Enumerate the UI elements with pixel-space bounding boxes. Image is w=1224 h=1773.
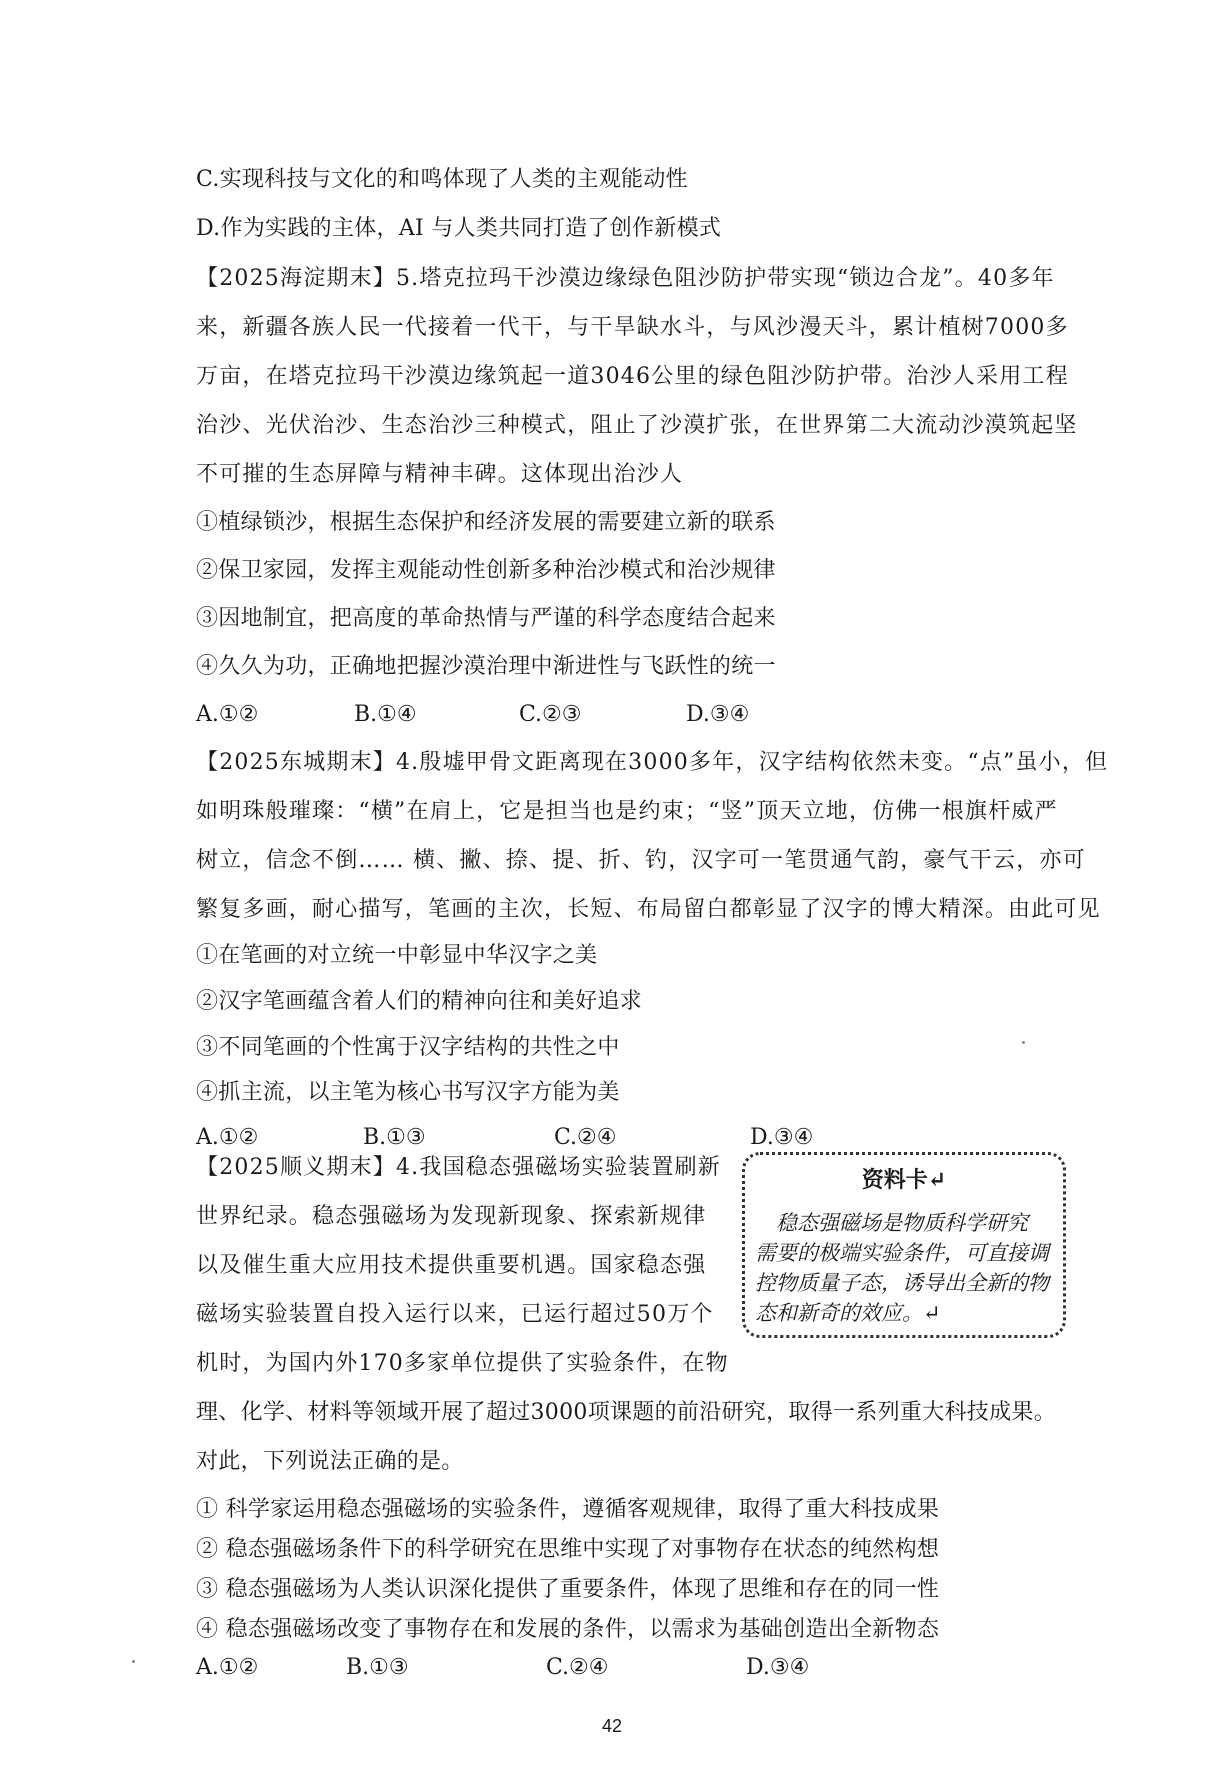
scan-speck xyxy=(132,1660,135,1663)
q4s-stem-line: 机时，为国内外170多家单位提供了实验条件，在物 xyxy=(196,1351,729,1376)
q4s-choice-b: B.①③ xyxy=(346,1655,409,1680)
q5-choice-b: B.①④ xyxy=(354,702,417,727)
q4s-statement: ③ 稳态强磁场为人类认识深化提供了重要条件，体现了思维和存在的同一性 xyxy=(196,1577,940,1602)
q4s-stem-full-line: 理、化学、材料等领域开展了超过3000项课题的前沿研究，取得一系列重大科技成果。 xyxy=(196,1400,1056,1425)
q5-stem-line: 来，新疆各族人民一代接着一代干，与干旱缺水斗，与风沙漫天斗，累计植树7000多 xyxy=(196,315,1069,340)
q4d-choice-b: B.①③ xyxy=(363,1125,426,1150)
q5-statement: ④久久为功，正确地把握沙漠治理中渐进性与飞跃性的统一 xyxy=(196,654,776,679)
q4d-stem-line: 如明珠般璀璨：“横”在肩上，它是担当也是约束；“竖”顶天立地，仿佛一根旗杆威严 xyxy=(196,799,1058,824)
q4d-choice-c: C.②④ xyxy=(554,1125,617,1150)
q5-choice-d: D.③④ xyxy=(686,702,750,727)
q4s-choice-a: A.①② xyxy=(196,1655,259,1680)
q5-choice-c: C.②③ xyxy=(519,702,582,727)
info-card-line: 需要的极端实验条件，可直接调 xyxy=(755,1241,1049,1265)
info-card-line: 态和新奇的效应。↵ xyxy=(755,1301,941,1325)
q4d-stem-line: 树立，信念不倒…… 横、撇、捺、提、折、钓，汉字可一笔贯通气韵，豪气干云，亦可 xyxy=(196,848,1086,873)
q5-stem-line: 万亩，在塔克拉玛干沙漠边缘筑起一道3046公里的绿色阻沙防护带。治沙人采用工程 xyxy=(196,364,1069,389)
q5-stem-line: 【2025海淀期末】5.塔克拉玛干沙漠边缘绿色阻沙防护带实现“锁边合龙”。40多年 xyxy=(196,266,1055,291)
q4s-statement: ① 科学家运用稳态强磁场的实验条件，遵循客观规律，取得了重大科技成果 xyxy=(196,1497,940,1522)
q5-stem-line: 治沙、光伏治沙、生态治沙三种模式，阻止了沙漠扩张，在世界第二大流动沙漠筑起坚 xyxy=(196,413,1078,438)
q4d-stem-line: 【2025东城期末】4.殷墟甲骨文距离现在3000多年，汉字结构依然未变。“点”虽小，但 xyxy=(196,750,1109,775)
page-number: 42 xyxy=(601,1716,623,1736)
info-card-line: 控物质量子态，诱导出全新的物 xyxy=(755,1271,1049,1295)
q4d-statement: ①在笔画的对立统一中彰显中华汉字之美 xyxy=(196,943,598,968)
q4d-stem-line: 繁复多画，耐心描写，笔画的主次，长短、布局留白都彰显了汉字的博大精深。由此可见 xyxy=(196,897,1101,922)
q5-stem-line: 不可摧的生态屏障与精神丰碑。这体现出治沙人 xyxy=(196,462,684,487)
q4s-stem-line: 以及催生重大应用技术提供重要机遇。国家稳态强 xyxy=(196,1253,707,1278)
q4d-statement: ②汉字笔画蕴含着人们的精神向往和美好追求 xyxy=(196,989,643,1014)
q4d-statement: ③不同笔画的个性寓于汉字结构的共性之中 xyxy=(196,1035,620,1060)
q5-choice-a: A.①② xyxy=(196,702,259,727)
q4s-choice-d: D.③④ xyxy=(746,1655,810,1680)
q4s-statement: ② 稳态强磁场条件下的科学研究在思维中实现了对事物存在状态的纯然构想 xyxy=(196,1537,940,1562)
q4d-choice-d: D.③④ xyxy=(750,1125,814,1150)
info-card-line: 稳态强磁场是物质科学研究 xyxy=(755,1211,1028,1235)
q4s-stem-line: 【2025顺义期末】4.我国稳态强磁场实验装置刷新 xyxy=(196,1155,721,1180)
info-card-title: 资料卡↵ xyxy=(861,1167,947,1193)
q4s-stem-line: 世界纪录。稳态强磁场为发现新现象、探索新规律 xyxy=(196,1204,707,1229)
prev-option-d: D.作为实践的主体，AI 与人类共同打造了创作新模式 xyxy=(196,216,722,241)
q4d-choice-a: A.①② xyxy=(196,1125,259,1150)
q4s-choice-c: C.②④ xyxy=(546,1655,609,1680)
q4s-statement: ④ 稳态强磁场改变了事物存在和发展的条件，以需求为基础创造出全新物态 xyxy=(196,1617,940,1642)
prev-option-c: C.实现科技与文化的和鸣体现了人类的主观能动性 xyxy=(196,167,688,192)
q4s-stem-line: 磁场实验装置自投入运行以来，已运行超过50万个 xyxy=(196,1302,714,1327)
q5-statement: ②保卫家园，发挥主观能动性创新多种治沙模式和治沙规律 xyxy=(196,558,776,583)
q5-statement: ③因地制宜，把高度的革命热情与严谨的科学态度结合起来 xyxy=(196,606,776,631)
scan-speck xyxy=(1022,1041,1025,1044)
q5-statement: ①植绿锁沙，根据生态保护和经济发展的需要建立新的联系 xyxy=(196,510,776,535)
info-card xyxy=(742,1152,1066,1338)
q4s-stem-full-line: 对此，下列说法正确的是。 xyxy=(196,1449,464,1474)
q4d-statement: ④抓主流，以主笔为核心书写汉字方能为美 xyxy=(196,1080,620,1105)
